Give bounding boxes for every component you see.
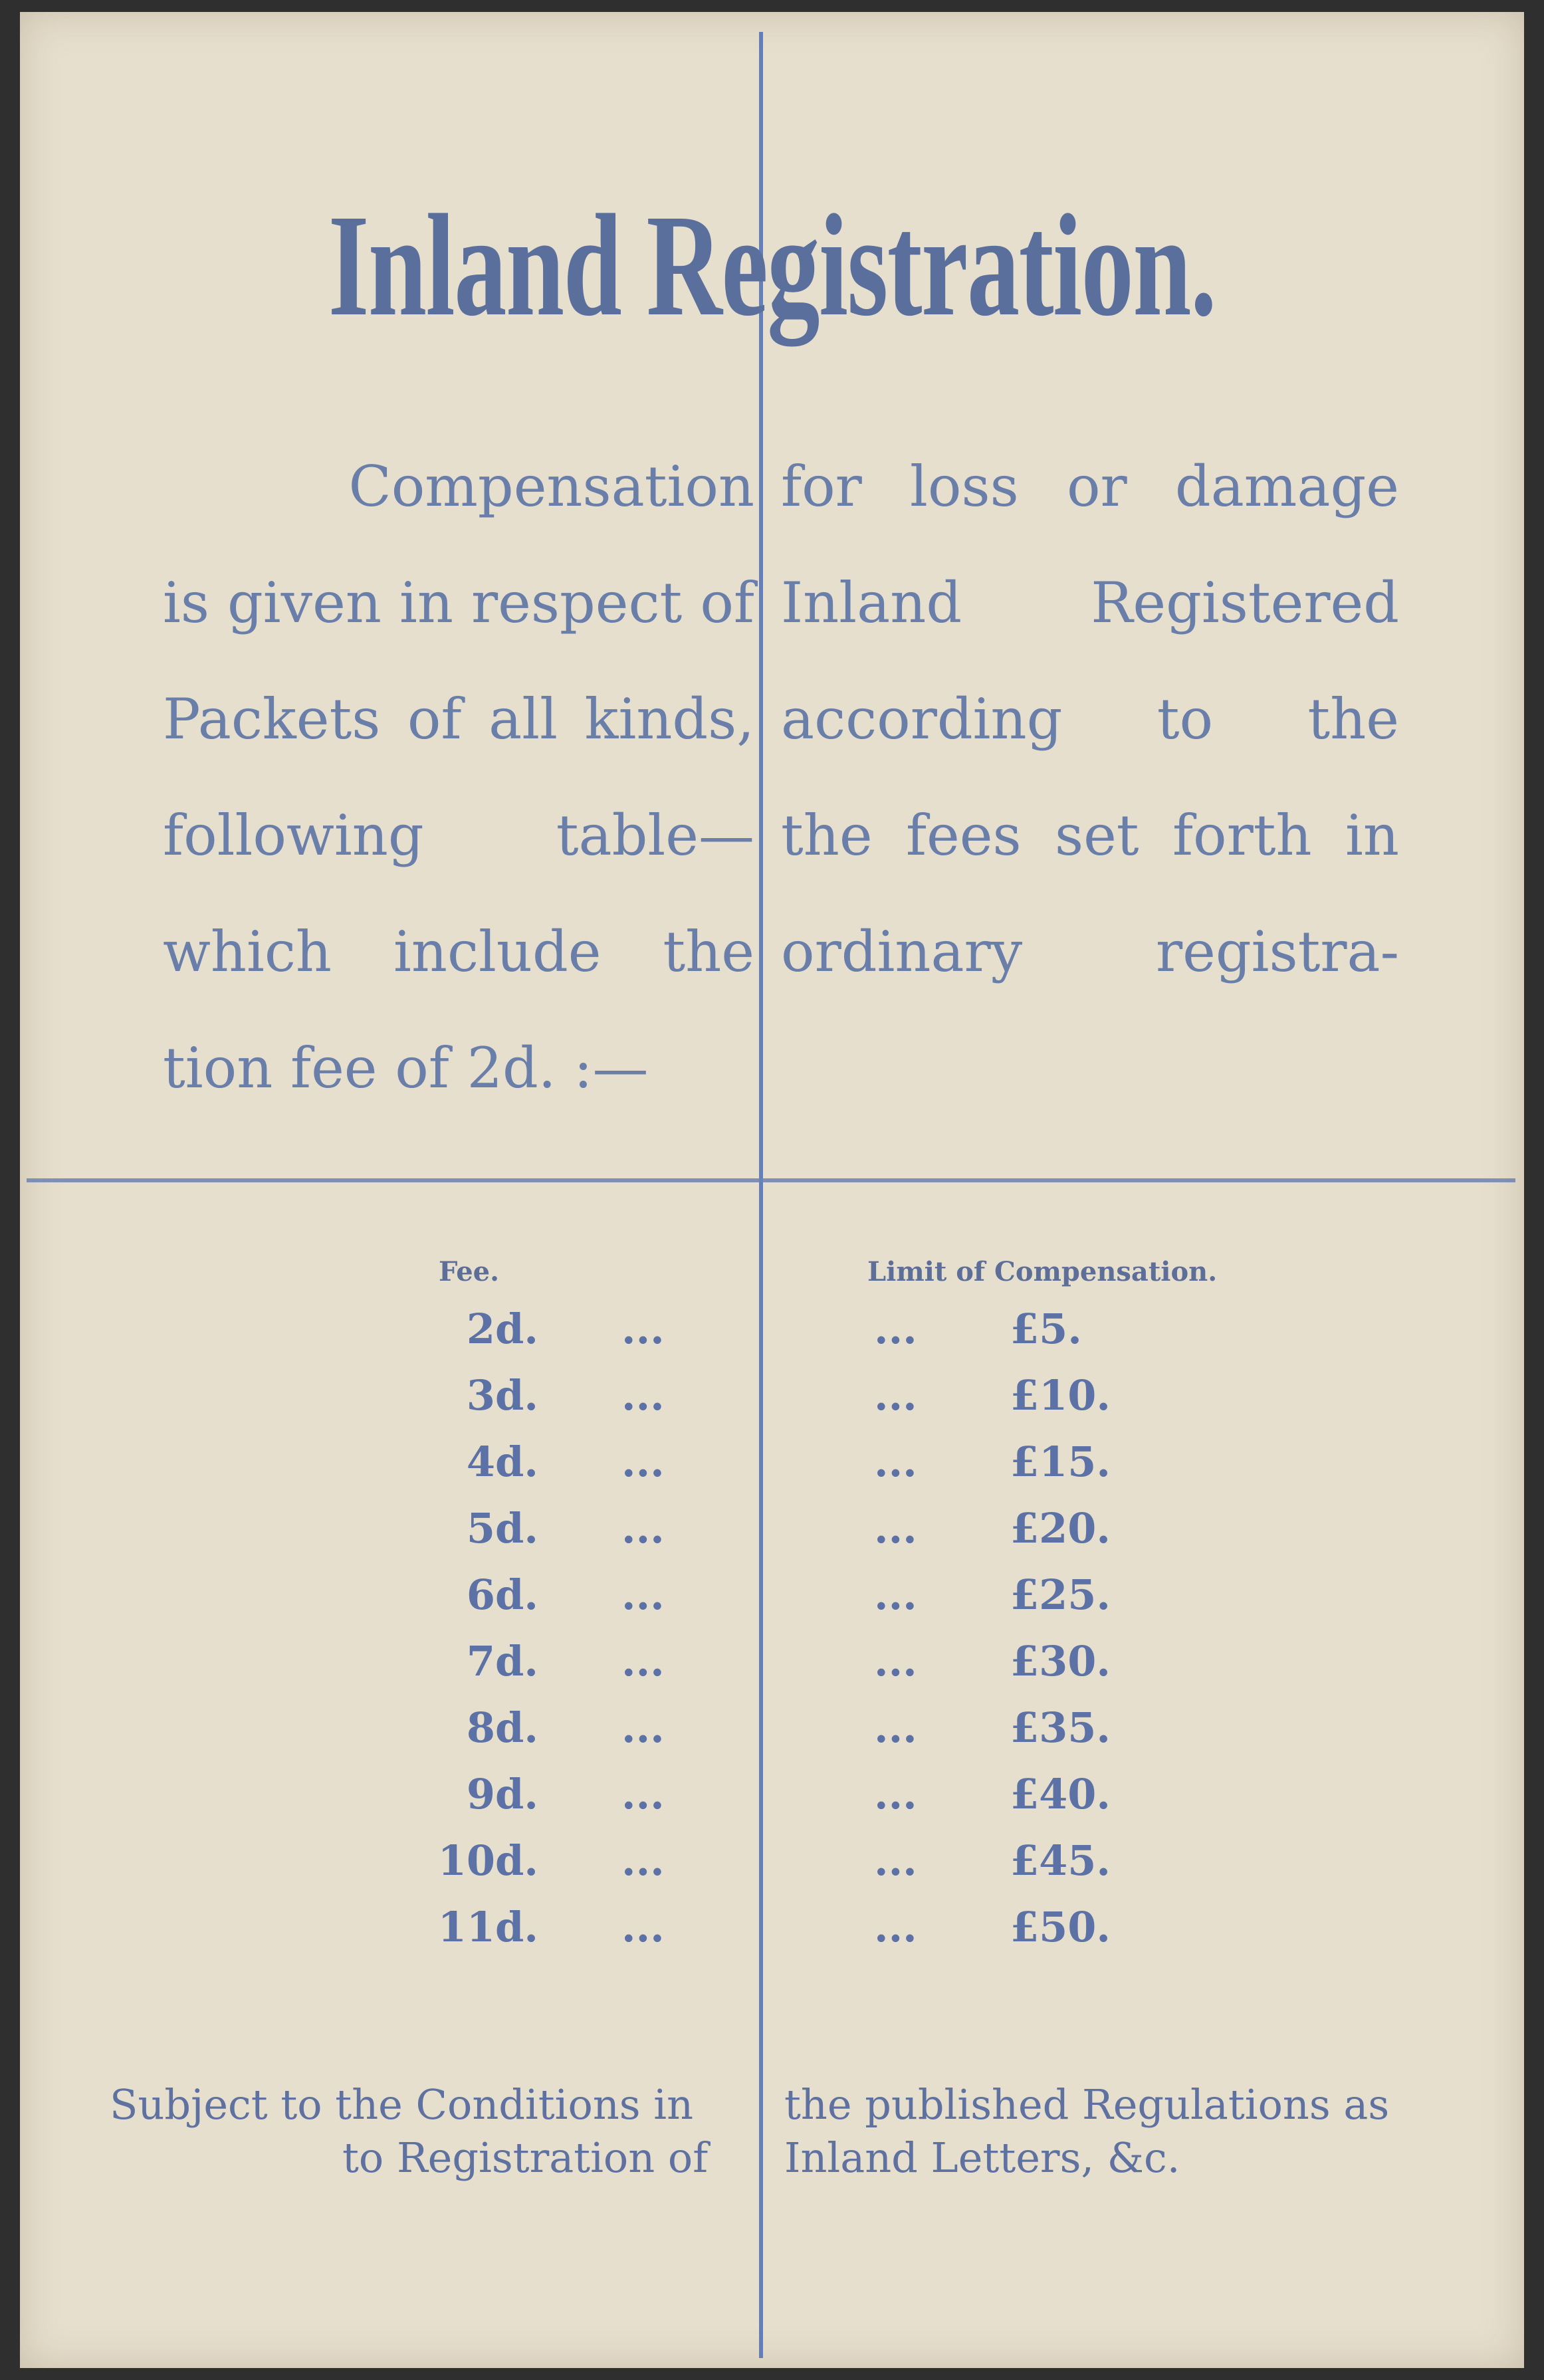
leader-dots: ...: [621, 1703, 665, 1752]
limit-cell: £10.: [1010, 1371, 1111, 1420]
leader-dots: ...: [621, 1770, 665, 1818]
limit-cell: £5.: [1010, 1305, 1082, 1353]
table-row: [20, 1637, 1524, 1703]
footer-left-line-1: Subject to the Conditions in: [110, 2080, 694, 2129]
fee-column-header: Fee.: [439, 1256, 500, 1287]
table-row: [20, 1770, 1524, 1836]
limit-cell: £25.: [1010, 1570, 1111, 1619]
footer-right-line-2: Inland Letters, &c.: [784, 2133, 1180, 2182]
horizontal-fold-rule: [27, 1178, 1515, 1182]
para-right-line-5: ordinary registra-: [781, 919, 1399, 984]
leader-dots: ...: [621, 1570, 665, 1619]
fee-cell: 7d.: [466, 1637, 538, 1685]
vertical-fold-rule: [759, 32, 763, 2358]
leader-dots: ...: [621, 1504, 665, 1553]
limit-cell: £35.: [1010, 1703, 1111, 1752]
leader-dots: ...: [621, 1903, 665, 1951]
limit-cell: £50.: [1010, 1903, 1111, 1951]
table-row: [20, 1371, 1524, 1438]
leader-dots: ...: [621, 1438, 665, 1486]
table-row: [20, 1504, 1524, 1570]
table-row: [20, 1438, 1524, 1504]
fee-cell: 8d.: [466, 1703, 538, 1752]
limit-cell: £15.: [1010, 1438, 1111, 1486]
leader-dots: ...: [874, 1836, 917, 1885]
para-right-line-1: for loss or damage: [781, 454, 1399, 519]
para-left-line-1: Compensation: [348, 454, 754, 519]
para-left-line-3: Packets of all kinds,: [163, 687, 754, 752]
leader-dots: ...: [874, 1305, 917, 1353]
leader-dots: ...: [874, 1371, 917, 1420]
table-row: [20, 1570, 1524, 1637]
leader-dots: ...: [874, 1570, 917, 1619]
limit-cell: £40.: [1010, 1770, 1111, 1818]
leader-dots: ...: [621, 1637, 665, 1685]
fee-cell: 9d.: [466, 1770, 538, 1818]
para-right-line-4: the fees set forth in: [781, 803, 1399, 868]
leader-dots: ...: [621, 1836, 665, 1885]
fee-cell: 3d.: [466, 1371, 538, 1420]
table-row: [20, 1903, 1524, 1969]
para-left-line-2: is given in respect of: [163, 570, 754, 635]
registration-envelope-back: [20, 12, 1524, 2368]
table-row: [20, 1305, 1524, 1371]
footer-left-line-2: to Registration of: [342, 2133, 709, 2182]
leader-dots: ...: [874, 1770, 917, 1818]
page-title: Inland Registration.: [328, 184, 1216, 346]
limit-cell: £30.: [1010, 1637, 1111, 1685]
leader-dots: ...: [621, 1371, 665, 1420]
para-left-line-5: which include the: [163, 919, 754, 984]
table-row: [20, 1703, 1524, 1770]
fee-cell: 11d.: [437, 1903, 538, 1951]
leader-dots: ...: [874, 1903, 917, 1951]
leader-dots: ...: [874, 1438, 917, 1486]
para-right-line-2: Inland Registered: [781, 570, 1399, 635]
fee-cell: 6d.: [466, 1570, 538, 1619]
leader-dots: ...: [874, 1703, 917, 1752]
fee-cell: 4d.: [466, 1438, 538, 1486]
leader-dots: ...: [621, 1305, 665, 1353]
fee-cell: 2d.: [466, 1305, 538, 1353]
limit-column-header: Limit of Compensation.: [867, 1256, 1218, 1287]
para-left-line-6: tion fee of 2d. :—: [163, 1035, 649, 1101]
table-row: [20, 1836, 1524, 1903]
fee-cell: 5d.: [466, 1504, 538, 1553]
para-right-line-3: according to the: [781, 687, 1399, 752]
limit-cell: £45.: [1010, 1836, 1111, 1885]
leader-dots: ...: [874, 1504, 917, 1553]
leader-dots: ...: [874, 1637, 917, 1685]
para-left-line-4: following table—: [163, 803, 754, 868]
limit-cell: £20.: [1010, 1504, 1111, 1553]
fee-cell: 10d.: [437, 1836, 538, 1885]
footer-right-line-1: the published Regulations as: [784, 2080, 1390, 2129]
